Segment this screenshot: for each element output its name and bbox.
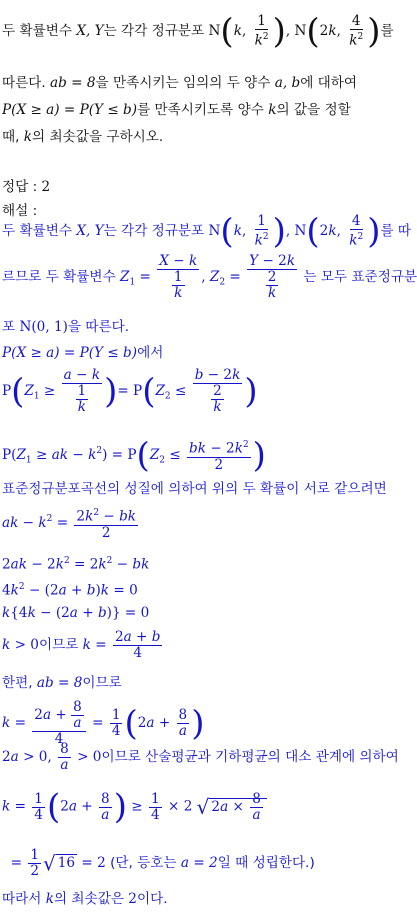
problem-text: 따른다. xyxy=(2,75,46,91)
equality-note: (단, 등호는 xyxy=(110,855,177,871)
solution-line-7 xyxy=(2,480,387,498)
solution-text: 르므로 두 확률변수 xyxy=(2,269,116,285)
solution-line-4 xyxy=(2,344,163,362)
equality-note-end: 일 때 성립한다.) xyxy=(217,855,315,871)
solution-line-2 xyxy=(2,254,417,301)
problem-text-mid: 는 각각 정규분포 xyxy=(103,22,205,39)
solution-line-13 xyxy=(2,674,122,692)
normal-dist-1: N(k, $\frac{1}{k^2}$ ), N(2k, $\frac{4}{k^2}$ ) xyxy=(208,11,381,52)
probability-equation: P(X ≥ a) = P(Y ≤ b) xyxy=(2,345,138,361)
vars-ab: a, b xyxy=(274,75,301,91)
problem-line-1 xyxy=(2,11,394,52)
solution-line-12: k > 0이므로 k = $\frac{2a + b}{4}$ xyxy=(2,629,161,661)
problem-text: 때, xyxy=(2,129,20,145)
solution-text-end: 을 따른다. xyxy=(67,319,130,335)
standardization: $Z_1$ = $\frac{X - k}{\frac{1}{k}}$ , $Z_2$ = $\frac{Y - 2k}{\frac{2}{k}}$ xyxy=(120,253,296,301)
solution-text-end: 이므로 xyxy=(82,675,122,691)
solution-vars: X, Y xyxy=(76,222,104,239)
problem-text-mid: 을 만족시키는 임의의 두 양수 xyxy=(95,75,271,91)
condition-ab: ab = 8 xyxy=(36,675,83,691)
solution-text: 이므로 xyxy=(38,637,79,653)
problem-text-end: 를 xyxy=(380,22,394,39)
problem-text-mid: 를 만족시키도록 양수 xyxy=(137,102,264,118)
solution-eq-9: $2ak - 2k^2 = 2k^2$ − bk xyxy=(2,556,150,573)
solution-text-mid: 는 각각 정규분포 xyxy=(103,222,205,239)
solution-text: 포 xyxy=(2,319,16,335)
problem-line-4 xyxy=(2,128,163,146)
solution-eq-14: k = 2a + $\frac{8}{a}$ 4 = $\frac{1}{4}$ (2a + $\frac{8}{a}$ ) xyxy=(2,699,205,747)
var-k: k xyxy=(23,129,33,145)
solution-eq-16: k = $\frac{1}{4}$ (2a + $\frac{8}{a}$ ) ≥ $\frac{1}{4}$ × 2 √ 2a × $\frac{8}{a}$ xyxy=(2,790,267,824)
condition-ab: ab = 8 xyxy=(50,75,96,91)
solution-text: 따라서 xyxy=(2,891,42,907)
normal-dist-2: N(k, $\frac{1}{k^2}$ ), N(2k, $\frac{4}{k^2}$ ) xyxy=(208,211,381,252)
solution-text: 표준정규분포곡선의 성질에 의하여 위의 두 확률이 서로 같으려면 xyxy=(2,481,387,497)
equality-condition: a = 2 xyxy=(180,855,218,871)
standard-normal: N(0, 1) xyxy=(19,319,68,335)
answer-line xyxy=(2,178,50,196)
solution-label-text: 해설 : xyxy=(2,203,38,219)
solution-text-end: 는 모두 표준정규분 xyxy=(303,269,417,285)
problem-text-end: 의 최솟값을 구하시오. xyxy=(32,129,164,145)
problem-line-2 xyxy=(2,74,357,92)
probability-equation: P(X ≥ a) = P(Y ≤ b) xyxy=(2,102,138,118)
final-answer: 2 xyxy=(128,891,137,907)
solution-line-18 xyxy=(2,890,168,908)
solution-eq-8: ak − $k^2$ = $\frac{2k^2 - bk}{2}$ xyxy=(2,508,137,541)
var-k: k xyxy=(268,102,277,118)
solution-text-end: 이다. xyxy=(136,891,168,907)
solution-line-17: = $\frac{1}{2}$ √ 16 = 2 (단, 등호는 a = 2일 때 성립한다.) xyxy=(2,847,315,879)
solution-line-3 xyxy=(2,318,129,336)
problem-text-end: 에 대하여 xyxy=(300,75,358,91)
solution-eq-5: $P(Z_1$ ≥ $\frac{a - k}{\frac{1}{k}}$ )= $P(Z_2$ ≤ $\frac{b - 2k}{\frac{2}{k}}$ ) xyxy=(2,367,258,415)
solution-text-end: 에서 xyxy=(137,345,164,361)
solution-text-mid: 의 최솟값은 xyxy=(53,891,124,907)
problem-text-end: 의 값을 정할 xyxy=(276,102,351,118)
solution-eq-10: $4k^2 - (2a + b)k = 0$ xyxy=(2,582,138,599)
problem-text: 두 확률변수 xyxy=(2,22,72,39)
solution-eq-11: k{4k − (2a + b)} = 0 xyxy=(2,605,150,621)
solution-line-15: 2a > 0, $\frac{8}{a}$ > 0이므로 산술평균과 기하평균의 대소 관계에 의하여 xyxy=(2,741,399,773)
solution-text: 한편, xyxy=(2,675,33,691)
solution-text: 이므로 산술평균과 기하평균의 대소 관계에 의하여 xyxy=(101,749,399,765)
problem-vars: X, Y xyxy=(76,22,104,39)
solution-eq-6: $P(Z_1$ ≥ ak − $k^2) = P(Z_2$ ≤ $\frac{bk - 2k^2}{2}$ ) xyxy=(2,435,266,476)
answer-label: 정답 : xyxy=(2,179,38,195)
solution-text: 두 확률변수 xyxy=(2,222,72,239)
solution-text-end: 를 따 xyxy=(380,222,412,239)
var-k: k xyxy=(45,891,54,907)
problem-line-3 xyxy=(2,101,351,119)
answer-value: 2 xyxy=(41,179,51,195)
